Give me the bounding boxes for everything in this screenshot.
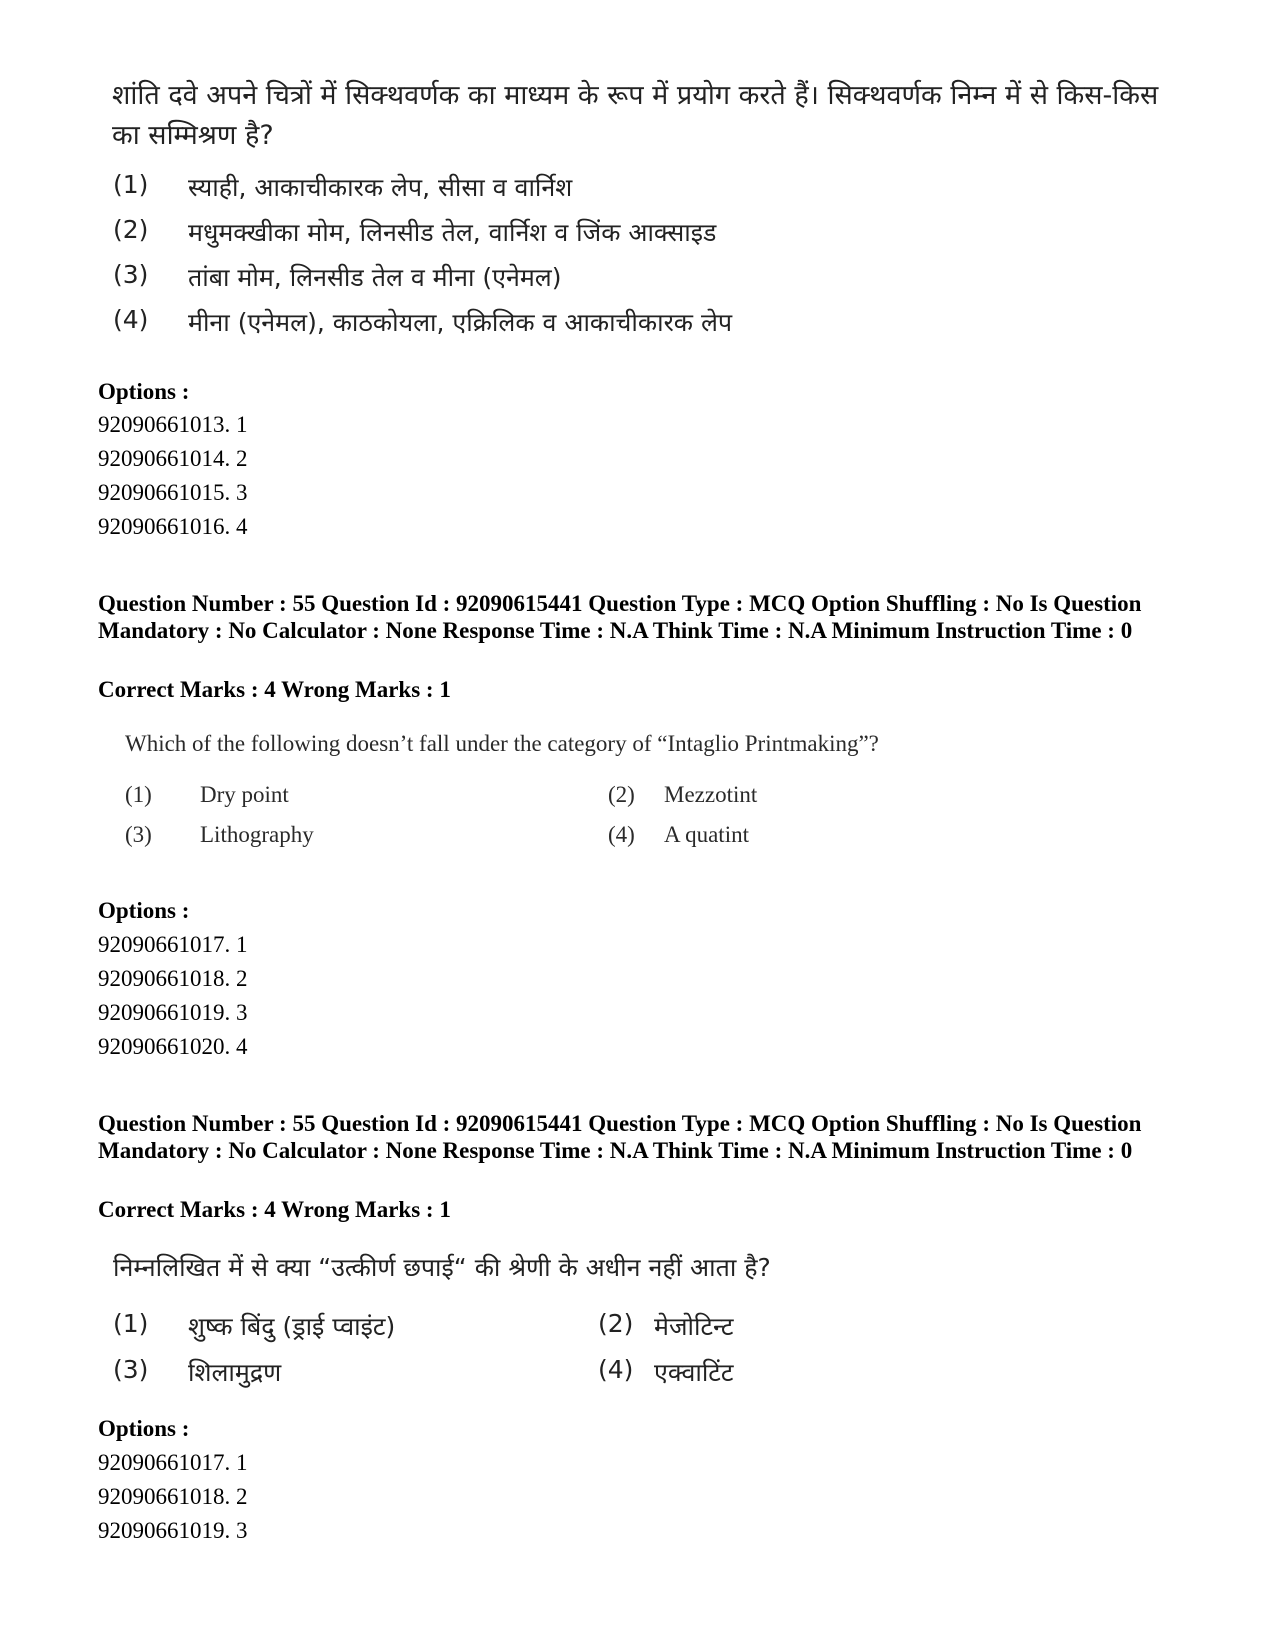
option-line: 92090661016. 4 (98, 514, 248, 539)
choice-text: Dry point (200, 782, 289, 807)
option-line: 92090661018. 2 (98, 1484, 248, 1509)
choice-number: (3) (113, 260, 149, 289)
choice-number: (1) (113, 1309, 149, 1338)
choice-number: (4) (113, 305, 149, 334)
options-heading: Options : (98, 379, 190, 404)
choice-text: Lithography (200, 822, 314, 847)
choice-text: स्याही, आकाचीकारक लेप, सीसा व वार्निश (188, 173, 573, 202)
options-heading: Options : (98, 1416, 190, 1441)
choice-number: (2) (598, 1309, 634, 1338)
option-line: 92090661017. 1 (98, 932, 248, 957)
option-line: 92090661018. 2 (98, 966, 248, 991)
option-line: 92090661019. 3 (98, 1518, 248, 1543)
choice-text: Mezzotint (664, 782, 758, 807)
question-meta: Question Number : 55 Question Id : 92090615441 Question Type : MCQ Option Shuffling : No Is Question Mandatory : No Calculator : None Response Time : N.A Think Time : N.A Minimum Instruction Time : 0 (98, 591, 1142, 643)
choice-text: A quatint (664, 822, 749, 847)
choice-number: (3) (113, 1355, 149, 1384)
choice-number: (1) (113, 170, 149, 199)
choice-text: शुष्क बिंदु (ड्राई प्वाइंट) (188, 1312, 396, 1341)
question-meta: Question Number : 55 Question Id : 92090615441 Question Type : MCQ Option Shuffling : No Is Question Mandatory : No Calculator : None Response Time : N.A Think Time : N.A Minimum Instruction Time : 0 (98, 1111, 1142, 1163)
choice-text: मधुमक्खीका मोम, लिनसीड तेल, वार्निश व जिंक आक्साइड (188, 218, 717, 247)
choice-text: मेजोटिन्ट (654, 1312, 734, 1341)
question-text-english: Which of the following doesn’t fall under the category of “Intaglio Printmaking”? (125, 731, 879, 756)
choice-number: (3) (125, 822, 152, 847)
choice-text: तांबा मोम, लिनसीड तेल व मीना (एनेमल) (188, 263, 562, 292)
option-line: 92090661015. 3 (98, 480, 248, 505)
choice-text: मीना (एनेमल), काठकोयला, एक्रिलिक व आकाचीकारक लेप (188, 308, 733, 337)
option-line: 92090661013. 1 (98, 412, 248, 437)
question-text-hindi-2: निम्नलिखित में से क्या “उत्कीर्ण छपाई“ की श्रेणी के अधीन नहीं आता है? (113, 1253, 771, 1282)
choice-number: (2) (113, 215, 149, 244)
question-text-hindi-1: शांति दवे अपने चित्रों में सिक्थवर्णक का माध्यम के रूप में प्रयोग करते हैं। सिक्थवर्णक निम्न में से किस-किस का सम्मिश्रण है? (112, 80, 1159, 151)
option-line: 92090661014. 2 (98, 446, 248, 471)
question-marks: Correct Marks : 4 Wrong Marks : 1 (98, 1197, 451, 1222)
option-line: 92090661019. 3 (98, 1000, 248, 1025)
choice-number: (4) (598, 1355, 634, 1384)
question-marks: Correct Marks : 4 Wrong Marks : 1 (98, 677, 451, 702)
option-line: 92090661017. 1 (98, 1450, 248, 1475)
choice-number: (2) (608, 782, 635, 807)
choice-text: एक्वाटिंट (654, 1358, 734, 1387)
choice-text: शिलामुद्रण (188, 1358, 282, 1387)
option-line: 92090661020. 4 (98, 1034, 248, 1059)
choice-number: (4) (608, 822, 635, 847)
choice-number: (1) (125, 782, 152, 807)
options-heading: Options : (98, 898, 190, 923)
